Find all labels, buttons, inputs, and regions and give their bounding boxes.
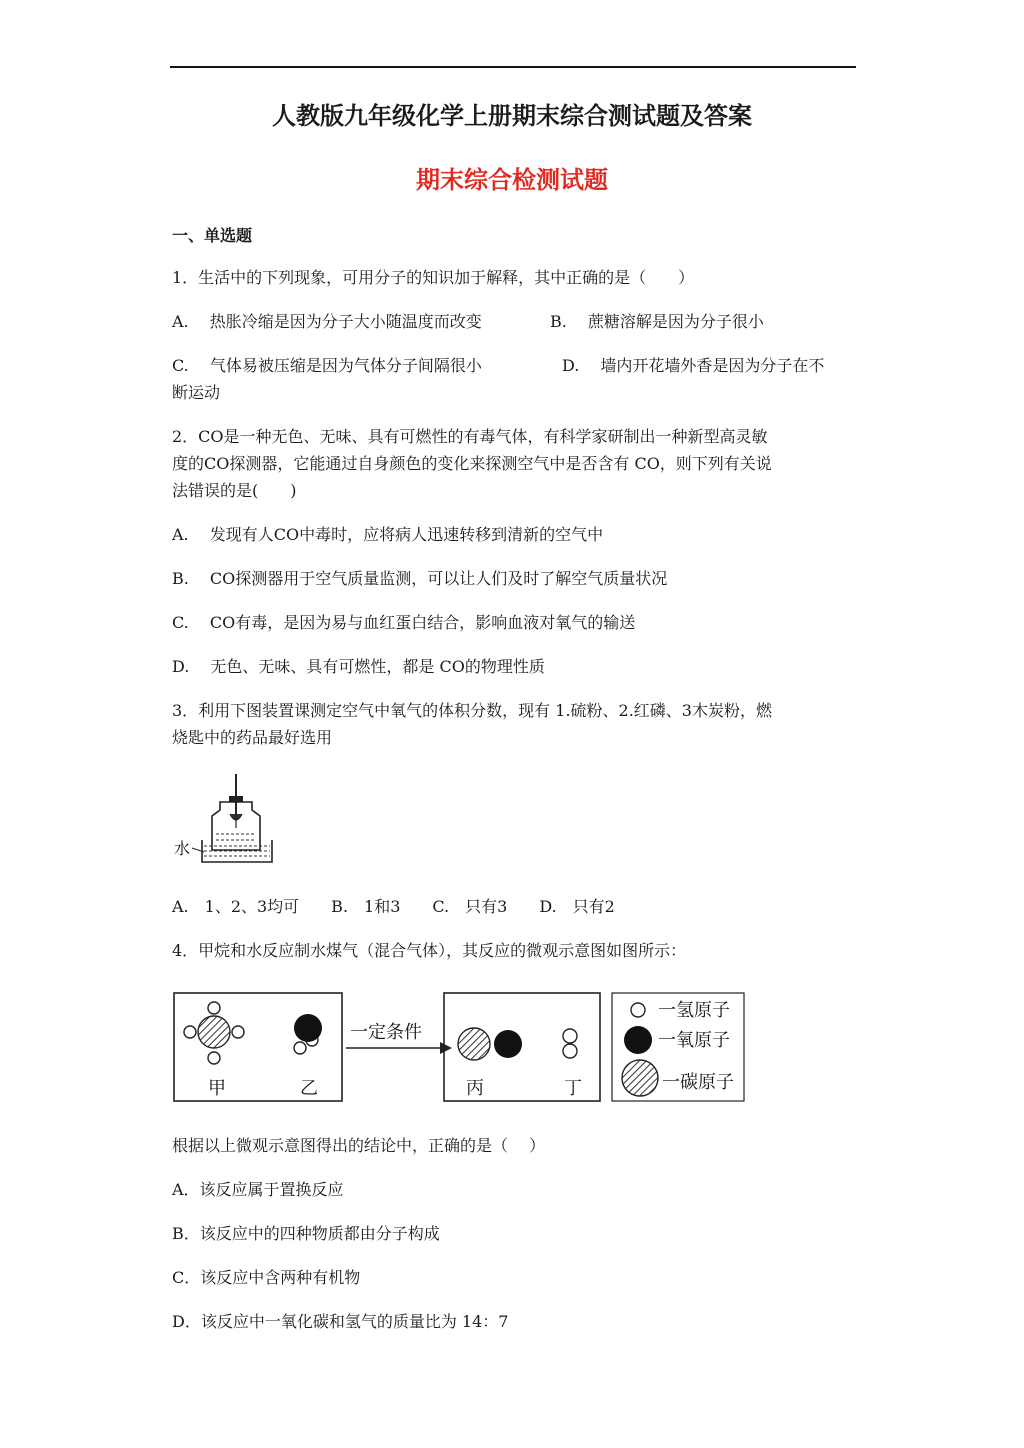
q2-option-a: A. 发现有人CO中毒时，应将病人迅速转移到清新的空气中 <box>172 525 604 544</box>
legend-oxygen: 一氧原子 <box>658 1030 730 1051</box>
q1-option-c: C. 气体易被压缩是因为气体分子间隔很小 <box>172 356 482 375</box>
header-rule <box>170 66 856 68</box>
q1-option-a: A. 热胀冷缩是因为分子大小随温度而改变 <box>172 312 482 331</box>
oxygen-atom-icon <box>294 1014 322 1042</box>
q4-option-b: B．该反应中的四种物质都由分子构成 <box>172 1224 440 1243</box>
q3-stem-line1: 3．利用下图装置课测定空气中氧气的体积分数，现有 1.硫粉、2.红磷、3木炭粉，燃 <box>172 701 772 720</box>
reaction-microscopic-diagram <box>172 990 748 1106</box>
q1-option-b: B. 蔗糖溶解是因为分子很小 <box>550 312 764 331</box>
q4-option-d: D．该反应中一氧化碳和氢气的质量比为 14：7 <box>172 1312 509 1331</box>
hydrogen-atom-icon <box>631 1003 645 1017</box>
q1-option-d-cont: 断运动 <box>172 383 221 402</box>
legend-hydrogen: 一氢原子 <box>658 1000 730 1021</box>
section-heading: 一、单选题 <box>172 226 253 245</box>
q1-option-d: D. 墙内开花墙外香是因为分子在不 <box>562 356 825 375</box>
q2-option-d: D. 无色、无味、具有可燃性，都是 CO的物理性质 <box>172 657 545 676</box>
label-yi: 乙 <box>300 1078 318 1099</box>
q2-stem-line1: 2．CO是一种无色、无味、具有可燃性的有毒气体，有科学家研制出一种新型高灵敏 <box>172 427 768 446</box>
q4-prompt: 根据以上微观示意图得出的结论中，正确的是（ ） <box>172 1136 546 1155</box>
reaction-condition: 一定条件 <box>350 1022 422 1043</box>
legend-carbon: 一碳原子 <box>662 1072 734 1093</box>
oxygen-apparatus-figure <box>172 770 282 870</box>
document-subtitle: 期末综合检测试题 <box>416 165 608 194</box>
q3-options: A. 1、2、3均可 B. 1和3 C. 只有3 D. 只有2 <box>172 897 615 916</box>
carbon-atom-icon <box>198 1016 230 1048</box>
label-ding: 丁 <box>564 1078 582 1099</box>
q2-stem-line2: 度的CO探测器，它能通过自身颜色的变化来探测空气中是否含有 CO，则下列有关说 <box>172 454 772 473</box>
q2-option-b: B. CO探测器用于空气质量监测，可以让人们及时了解空气质量状况 <box>172 569 668 588</box>
water-label: 水 <box>174 839 191 858</box>
label-jia: 甲 <box>208 1078 226 1099</box>
q1-stem: 1．生活中的下列现象，可用分子的知识加于解释，其中正确的是（ ） <box>172 268 695 287</box>
q3-stem-line2: 烧匙中的药品最好选用 <box>172 728 333 747</box>
q2-stem-line3: 法错误的是( ) <box>172 481 297 500</box>
document-title: 人教版九年级化学上册期末综合测试题及答案 <box>272 101 752 130</box>
q4-option-c: C．该反应中含两种有机物 <box>172 1268 361 1287</box>
q2-option-c: C. CO有毒，是因为易与血红蛋白结合，影响血液对氧气的输送 <box>172 613 636 632</box>
label-bing: 丙 <box>466 1078 484 1099</box>
q4-option-a: A．该反应属于置换反应 <box>172 1180 344 1199</box>
arrow-icon <box>440 1042 452 1054</box>
q4-stem: 4．甲烷和水反应制水煤气（混合气体），其反应的微观示意图如图所示： <box>172 941 687 960</box>
